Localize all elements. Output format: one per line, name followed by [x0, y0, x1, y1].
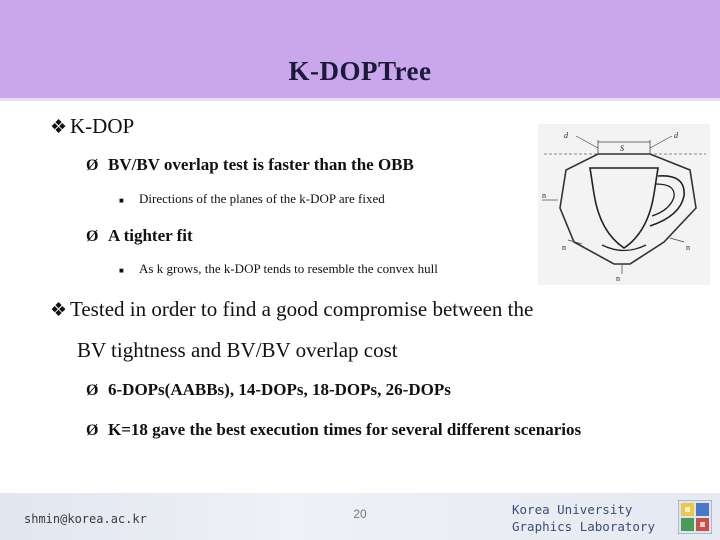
square-bullet-icon: ■ [119, 195, 124, 205]
kdop-cup-diagram [538, 124, 710, 285]
logo-grid-icon [678, 500, 712, 534]
bullet-text: Tested in order to find a good compromise between the [70, 297, 534, 321]
arrow-bullet-icon: Ø [86, 382, 99, 399]
kdop-cup-figure [538, 124, 710, 285]
arrow-bullet-icon: Ø [86, 228, 99, 245]
label-n5: n [686, 243, 690, 252]
slide-title: K-DOPTree [288, 56, 432, 86]
lab-name-line1: Korea University [512, 502, 633, 517]
bullet-tested-sub2 [86, 420, 581, 440]
bullet-kdop-sub2 [86, 226, 193, 246]
bullet-text: K=18 gave the best execution times for several different scenarios [108, 420, 582, 439]
lab-name-line2: Graphics Laboratory [512, 519, 655, 534]
arrow-bullet-icon: Ø [86, 157, 99, 174]
label-d-right: d [674, 131, 678, 140]
bullet-kdop-sub1 [86, 155, 414, 175]
label-n2: n [616, 274, 620, 283]
label-se: S [620, 144, 624, 153]
page-number: 20 [353, 507, 367, 521]
bullet-tested [50, 297, 533, 322]
bullet-text: BV/BV overlap test is faster than the OBB [108, 155, 414, 174]
label-n1: n [562, 243, 566, 252]
label-n3: n [542, 191, 546, 200]
bullet-text: As k grows, the k-DOP tends to resemble the convex hull [139, 261, 438, 276]
arrow-bullet-icon: Ø [86, 422, 99, 439]
bullet-kdop [50, 114, 134, 139]
bullet-text: A tighter fit [108, 226, 193, 245]
bullet-text: Directions of the planes of the k-DOP are fixed [139, 191, 385, 206]
square-bullet-icon: ■ [119, 265, 124, 275]
diamond-bullet-icon: ❖ [50, 300, 68, 321]
bullet-kdop-sub2-detail [119, 261, 438, 277]
bullet-text: 6-DOPs(AABBs), 14-DOPs, 18-DOPs, 26-DOPs [108, 380, 451, 399]
bullet-tested-continued: BV tightness and BV/BV overlap cost [77, 338, 398, 362]
bullet-text: K-DOP [70, 114, 135, 138]
university-logo [678, 500, 712, 534]
title-divider [0, 98, 720, 101]
bullet-kdop-sub1-detail [119, 191, 385, 207]
bullet-tested-sub1 [86, 380, 451, 400]
diamond-bullet-icon: ❖ [50, 117, 68, 138]
label-d-left: d [564, 131, 568, 140]
author-email: shmin@korea.ac.kr [24, 512, 147, 526]
